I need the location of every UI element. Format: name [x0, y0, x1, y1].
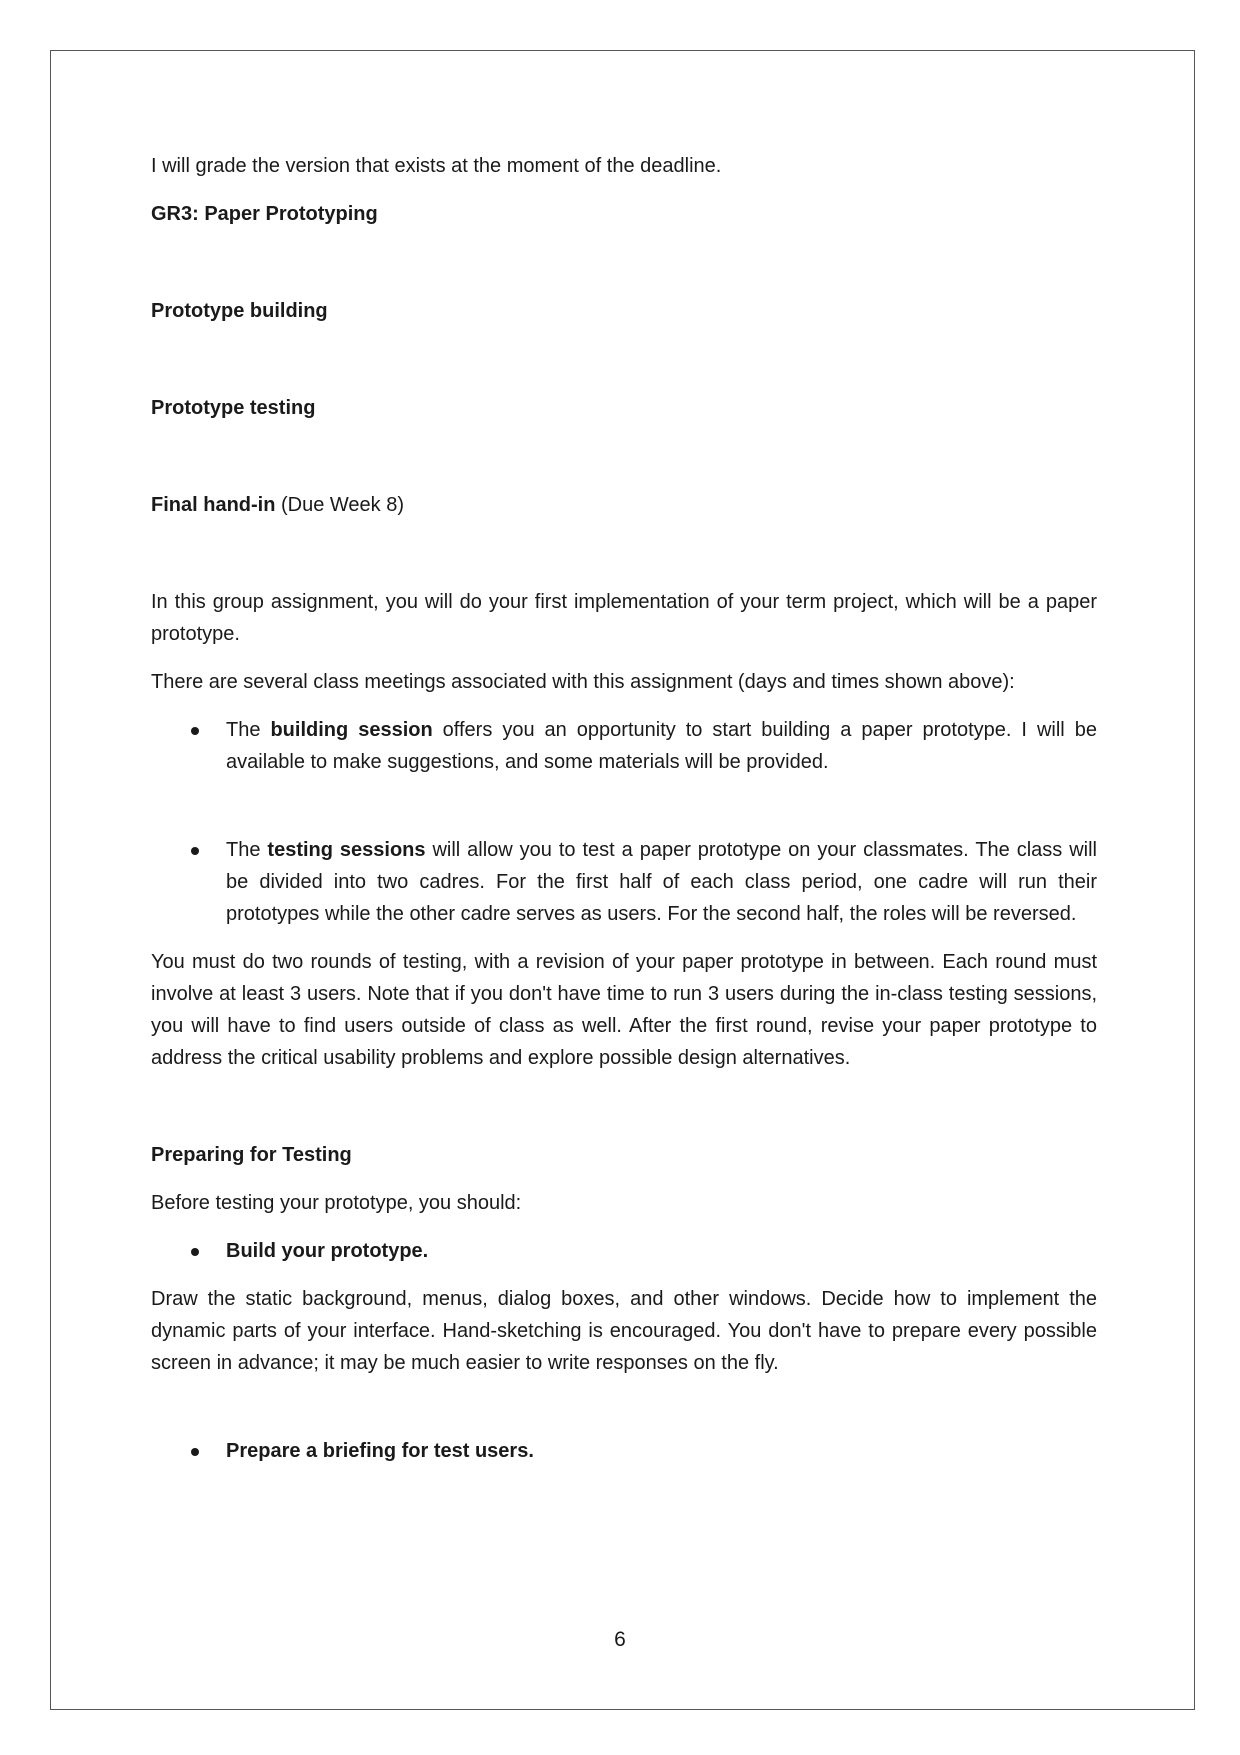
bullet2-text: will allow you to test a paper prototype on your classmates. The class will be divided into two cadres. For the first half of each class period, one cadre will run their prototypes while the other cadre serves as users. For the second half, the roles will be reversed.: [226, 839, 1097, 925]
grading-note: I will grade the version that exists at the moment of the deadline.: [151, 155, 722, 177]
subheading-prototype-testing: Prototype testing: [151, 397, 316, 419]
meetings-paragraph: There are several class meetings associated with this assignment (days and times shown above):: [151, 671, 1015, 693]
rounds-paragraph: You must do two rounds of testing, with a revision of your paper prototype in between. Each round must involve at least 3 users. Note that if you don't have time to run 3 users during the in-class testing sessions, you will have to find users outside of class as well. After the first round, revise your paper prototype to address the critical usability problems and explore possible design alternatives.: [151, 951, 1097, 1069]
bullet1-text: offers you an opportunity to start building a paper prototype. I will be available to make suggestions, and some materials will be provided.: [226, 719, 1097, 773]
bullet1-prefix: The: [226, 719, 271, 741]
bullet2-prefix: The: [226, 839, 268, 861]
final-handin-due: (Due Week 8): [275, 494, 405, 516]
final-handin-label: Final hand-in: [151, 494, 276, 516]
bullet-testing-sessions: [151, 834, 1097, 930]
subheading-prototype-building: Prototype building: [151, 300, 328, 322]
final-handin-line: [151, 489, 1097, 521]
bullet-dot-icon: [191, 1448, 199, 1456]
bullet-dot-icon: [191, 847, 199, 855]
bullet-building-session: [151, 714, 1097, 778]
bullet4-text: Prepare a briefing for test users.: [226, 1440, 534, 1462]
bullet2-bold: testing sessions: [267, 839, 426, 861]
intro-paragraph: In this group assignment, you will do your first implementation of your term project, which will be a paper prototype.: [151, 591, 1097, 645]
bullet1-bold: building session: [270, 719, 433, 741]
page-number: 6: [614, 1628, 626, 1651]
document-body: [151, 150, 1097, 1467]
bullet-dot-icon: [191, 727, 199, 735]
bullet-build-prototype: [151, 1235, 1097, 1267]
subheading-preparing-for-testing: Preparing for Testing: [151, 1144, 352, 1166]
before-testing-paragraph: Before testing your prototype, you should:: [151, 1192, 522, 1214]
draw-paragraph: Draw the static background, menus, dialog boxes, and other windows. Decide how to implement the dynamic parts of your interface. Hand-sketching is encouraged. You don't have to prepare every possible screen in advance; it may be much easier to write responses on the fly.: [151, 1288, 1097, 1374]
bullet-dot-icon: [191, 1248, 199, 1256]
section-heading-gr3: GR3: Paper Prototyping: [151, 203, 378, 225]
bullet-prepare-briefing: [151, 1435, 1097, 1467]
bullet3-text: Build your prototype.: [226, 1240, 429, 1262]
